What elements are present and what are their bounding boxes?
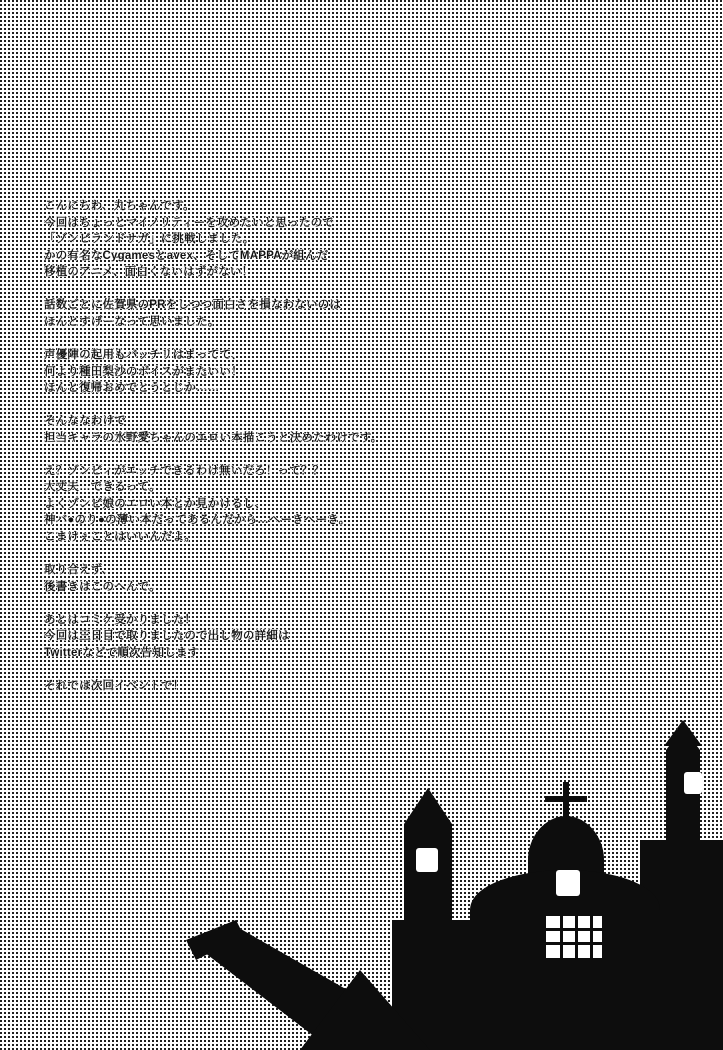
afterword-line: 「ゾンビランドサガ」に挑戦しました。 [44,233,255,246]
domed-church-icon [528,816,604,1050]
city-silhouette-artwork [0,720,723,1050]
afterword-line: そんななわけで [44,415,126,428]
afterword-paragraph [44,347,604,397]
afterword-line: 担当キャラの水野愛ちゃんのエロい本描こうと決めたわけです。 [44,431,383,444]
afterword-line: ほんとすげーなって思いました。 [44,315,220,328]
grid-window-icon [546,916,602,958]
clock-tower-icon [404,788,452,1050]
afterword-paragraph [44,198,604,281]
afterword-line: こんにちわ、丸ちゃんです。 [44,200,195,212]
window-icon [416,848,438,872]
afterword-paragraph [44,413,604,446]
afterword-paragraph [44,612,604,662]
afterword-line: こまけぇことはいいんだよ。 [44,531,197,544]
afterword-line: 何より種田梨沙のボイスがまたいい！ [44,365,243,378]
afterword-paragraph [44,678,604,695]
afterword-line: ほんと復帰おめでとうとじか…… [44,382,220,395]
afterword-line: 話数ごとに佐賀県のPRをしつつ面白さを損なわないのは [44,299,342,312]
afterword-line: 神バ●のり●の薄い本だってあるんだから…へーきへーき。 [44,514,351,527]
afterword-line: 後書きはこのへんで。 [44,580,161,593]
afterword-paragraph [44,562,604,595]
afterword-line: 今回は三日目で取りましたので出し物の詳細は [44,630,290,643]
window-icon [684,772,702,794]
afterword-line: 今回はちょっとマイノリティーを攻めたいと思ったので [44,216,334,229]
afterword-line: 声優陣の起用もバッチリはまってて、 [44,348,243,361]
leaning-pillar-icon [196,924,400,1050]
afterword-line: かの有名なCygamesとavex、そしてMAPPAが組んだ [44,249,329,262]
afterword-line: え？ゾンビィがエッチできるわけ無いだろ！って？？ [44,464,325,477]
afterword-paragraph [44,463,604,546]
afterword-line: それでは次回イベントで！ [44,679,185,692]
afterword-line: 取り合えず、 [44,564,114,577]
window-icon [556,870,580,896]
afterword-text-block [44,198,604,711]
afterword-line: あとはコミケ受かりました！ [44,613,197,626]
afterword-line: Twitterなどで順次告知します [44,646,200,659]
tall-spire-icon [666,728,700,1050]
afterword-paragraph [44,297,604,330]
afterword-line: 大丈夫…できるって。 [44,481,161,494]
afterword-line: 移植のアニメ、面白くないはずがない！ [44,266,254,279]
afterword-line: よくゾンビ娘のエロい本とか見かけるし、 [44,497,267,510]
grid-window-mullions [546,916,602,958]
